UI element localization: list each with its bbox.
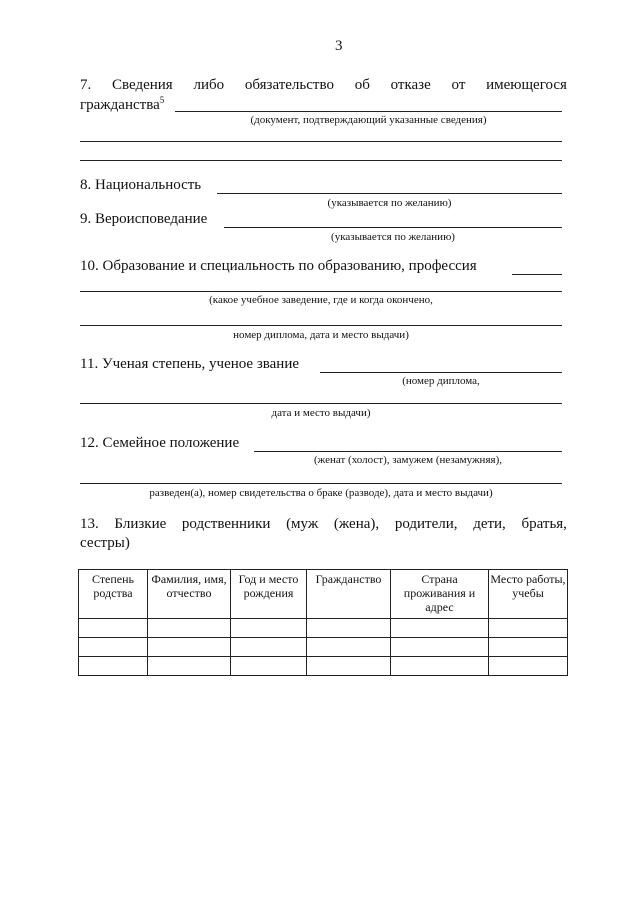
section-9-hint: (указывается по желанию) [331, 231, 455, 243]
section-12-label: 12. Семейное положение [80, 435, 240, 451]
religion-field[interactable] [224, 227, 562, 228]
section-7-field-line3[interactable] [80, 160, 562, 161]
word: 13. [80, 516, 99, 532]
word: от [451, 77, 466, 93]
section-11-label: 11. Ученая степень, ученое звание [80, 356, 300, 372]
degree-field-line2[interactable] [80, 403, 562, 404]
section-7-heading [80, 78, 567, 93]
col-birth: Год и место рождения [231, 570, 307, 619]
word: отказе [390, 77, 431, 93]
word: либо [193, 77, 225, 93]
word: (муж [286, 516, 319, 532]
table-cell[interactable] [391, 619, 489, 638]
section-11-hint-1: (номер диплома, [402, 375, 480, 387]
word: Близкие [114, 516, 167, 532]
relatives-table [78, 569, 568, 676]
citizenship-label: гражданства [80, 97, 160, 113]
table-cell[interactable] [391, 657, 489, 676]
nationality-field[interactable] [217, 193, 562, 194]
section-12-hint-2: разведен(а), номер свидетельства о браке (разводе), дата и место выдачи) [149, 487, 493, 499]
word: обязательство [244, 77, 334, 93]
education-field-line2[interactable] [80, 291, 562, 292]
section-12-hint-1: (женат (холост), замужем (незамужняя), [314, 454, 502, 466]
table-row [79, 657, 568, 676]
word: имеющегося [486, 77, 567, 93]
marital-status-field[interactable] [254, 451, 562, 452]
word: дети, [473, 516, 506, 532]
word: родственники [181, 516, 271, 532]
word: 7. [80, 77, 92, 93]
section-9-label: 9. Вероисповедание [80, 211, 208, 227]
marital-status-field-line2[interactable] [80, 483, 562, 484]
col-citizenship: Гражданство [307, 570, 391, 619]
word: Сведения [112, 77, 173, 93]
degree-field[interactable] [320, 372, 562, 373]
col-work-study: Место работы, учебы [489, 570, 568, 619]
table-header-row [79, 570, 568, 619]
section-8-hint: (указывается по желанию) [327, 197, 452, 209]
education-field-line3[interactable] [80, 325, 562, 326]
section-11-hint-2: дата и место выдачи) [271, 407, 371, 419]
col-full-name: Фамилия, имя, отчество [148, 570, 231, 619]
table-cell[interactable] [307, 638, 391, 657]
education-field[interactable] [512, 274, 562, 275]
table-cell[interactable] [391, 638, 489, 657]
col-relation: Степень родства [79, 570, 148, 619]
section-10-label: 10. Образование и специальность по образованию, профессия [80, 258, 477, 274]
section-13-heading [80, 517, 567, 532]
table-cell[interactable] [231, 638, 307, 657]
page-number: 3 [335, 38, 343, 54]
word: родители, [394, 516, 458, 532]
section-10-hint-1: (какое учебное заведение, где и когда окончено, [209, 294, 433, 306]
table-cell[interactable] [79, 638, 148, 657]
table-cell[interactable] [489, 619, 568, 638]
table-cell[interactable] [148, 657, 231, 676]
table-cell[interactable] [79, 619, 148, 638]
col-country-address: Страна проживания и адрес [391, 570, 489, 619]
footnote-mark: 5 [159, 95, 165, 105]
section-10-hint-2: номер диплома, дата и место выдачи) [233, 329, 409, 341]
section-8-label: 8. Национальность [80, 177, 202, 193]
table-cell[interactable] [148, 619, 231, 638]
section-7-line2 [80, 96, 164, 113]
table-cell[interactable] [489, 657, 568, 676]
word: об [354, 77, 370, 93]
table-cell[interactable] [231, 619, 307, 638]
table-cell[interactable] [489, 638, 568, 657]
section-7-field-line2[interactable] [80, 141, 562, 142]
table-row [79, 638, 568, 657]
table-cell[interactable] [307, 619, 391, 638]
table-cell[interactable] [307, 657, 391, 676]
section-7-hint: (документ, подтверждающий указанные сведения) [250, 114, 487, 126]
word: братья, [521, 516, 567, 532]
table-row [79, 619, 568, 638]
table-cell[interactable] [148, 638, 231, 657]
table-cell[interactable] [79, 657, 148, 676]
word: (жена), [333, 516, 380, 532]
table-cell[interactable] [231, 657, 307, 676]
section-7-field[interactable] [175, 111, 562, 112]
section-13-line2: сестры) [80, 535, 130, 551]
